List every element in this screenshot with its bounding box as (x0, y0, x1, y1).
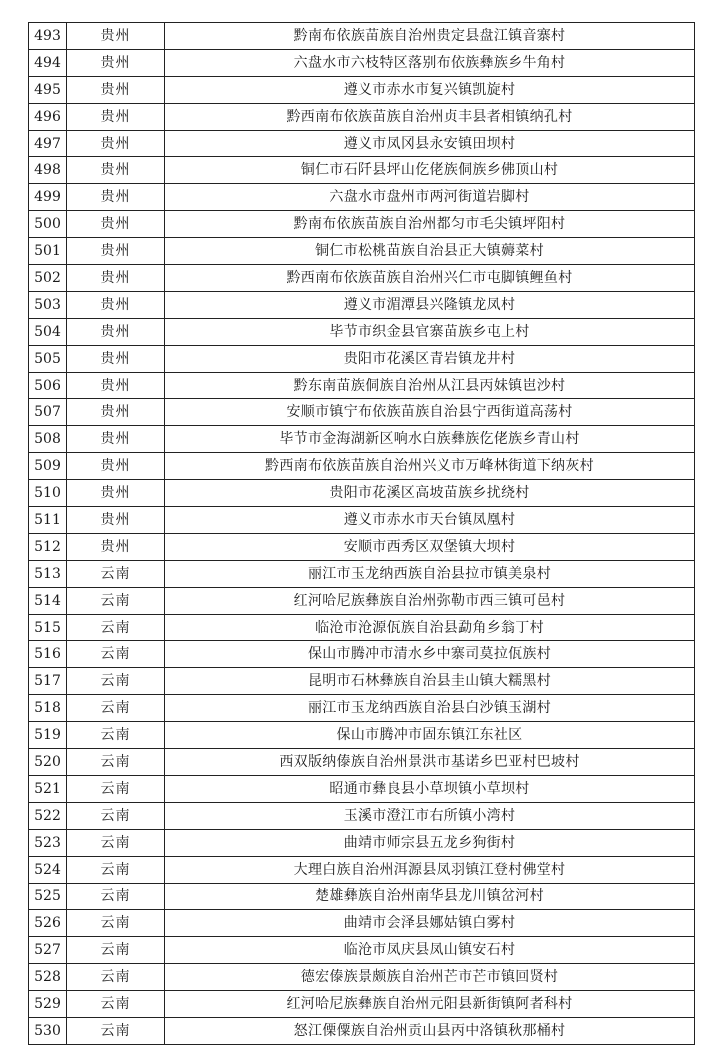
table-row (29, 507, 695, 534)
village-name-cell: 临沧市凤庆县凤山镇安石村 (165, 937, 695, 964)
village-name-cell: 安顺市西秀区双堡镇大坝村 (165, 533, 695, 560)
village-name-cell: 毕节市织金县官寨苗族乡屯上村 (165, 318, 695, 345)
table-row (29, 345, 695, 372)
village-list-body (29, 23, 695, 1045)
table-row (29, 211, 695, 238)
row-number: 493 (29, 23, 67, 50)
village-name-cell: 黔南布依族苗族自治州都匀市毛尖镇坪阳村 (165, 211, 695, 238)
table-row (29, 829, 695, 856)
province-cell: 云南 (67, 722, 165, 749)
province-cell: 贵州 (67, 238, 165, 265)
row-number: 529 (29, 991, 67, 1018)
table-row (29, 426, 695, 453)
table-row (29, 157, 695, 184)
village-name-cell: 昆明市石林彝族自治县圭山镇大糯黑村 (165, 668, 695, 695)
row-number: 513 (29, 560, 67, 587)
village-name-cell: 保山市腾冲市清水乡中寨司莫拉佤族村 (165, 641, 695, 668)
province-cell: 云南 (67, 1017, 165, 1044)
province-cell: 云南 (67, 587, 165, 614)
province-cell: 贵州 (67, 453, 165, 480)
row-number: 496 (29, 103, 67, 130)
province-cell: 贵州 (67, 480, 165, 507)
table-row (29, 533, 695, 560)
village-name-cell: 铜仁市石阡县坪山仡佬族侗族乡佛顶山村 (165, 157, 695, 184)
table-row (29, 399, 695, 426)
document-page (28, 22, 695, 1045)
village-name-cell: 西双版纳傣族自治州景洪市基诺乡巴亚村巴坡村 (165, 749, 695, 776)
village-name-cell: 保山市腾冲市固东镇江东社区 (165, 722, 695, 749)
row-number: 501 (29, 238, 67, 265)
province-cell: 云南 (67, 560, 165, 587)
table-row (29, 641, 695, 668)
village-name-cell: 曲靖市师宗县五龙乡狗街村 (165, 829, 695, 856)
row-number: 510 (29, 480, 67, 507)
province-cell: 贵州 (67, 103, 165, 130)
row-number: 519 (29, 722, 67, 749)
province-cell: 云南 (67, 641, 165, 668)
table-row (29, 291, 695, 318)
table-row (29, 964, 695, 991)
village-name-cell: 临沧市沧源佤族自治县勐角乡翁丁村 (165, 614, 695, 641)
row-number: 495 (29, 76, 67, 103)
row-number: 517 (29, 668, 67, 695)
table-row (29, 560, 695, 587)
table-row (29, 883, 695, 910)
province-cell: 贵州 (67, 533, 165, 560)
row-number: 508 (29, 426, 67, 453)
village-name-cell: 黔南布依族苗族自治州贵定县盘江镇音寨村 (165, 23, 695, 50)
table-row (29, 856, 695, 883)
row-number: 503 (29, 291, 67, 318)
row-number: 525 (29, 883, 67, 910)
table-row (29, 587, 695, 614)
village-name-cell: 昭通市彝良县小草坝镇小草坝村 (165, 775, 695, 802)
province-cell: 贵州 (67, 265, 165, 292)
village-name-cell: 玉溪市澄江市右所镇小湾村 (165, 802, 695, 829)
province-cell: 云南 (67, 749, 165, 776)
row-number: 504 (29, 318, 67, 345)
village-name-cell: 遵义市赤水市复兴镇凯旋村 (165, 76, 695, 103)
table-row (29, 318, 695, 345)
table-row (29, 23, 695, 50)
table-row (29, 668, 695, 695)
table-row (29, 614, 695, 641)
row-number: 518 (29, 695, 67, 722)
row-number: 516 (29, 641, 67, 668)
table-row (29, 480, 695, 507)
village-name-cell: 大理白族自治州洱源县凤羽镇江登村佛堂村 (165, 856, 695, 883)
table-row (29, 910, 695, 937)
village-name-cell: 丽江市玉龙纳西族自治县白沙镇玉湖村 (165, 695, 695, 722)
table-row (29, 722, 695, 749)
row-number: 497 (29, 130, 67, 157)
province-cell: 云南 (67, 937, 165, 964)
table-row (29, 49, 695, 76)
table-row (29, 1017, 695, 1044)
province-cell: 云南 (67, 614, 165, 641)
village-name-cell: 贵阳市花溪区高坡苗族乡扰绕村 (165, 480, 695, 507)
province-cell: 云南 (67, 668, 165, 695)
row-number: 515 (29, 614, 67, 641)
village-name-cell: 黔西南布依族苗族自治州兴仁市屯脚镇鲤鱼村 (165, 265, 695, 292)
village-name-cell: 楚雄彝族自治州南华县龙川镇岔河村 (165, 883, 695, 910)
province-cell: 云南 (67, 856, 165, 883)
province-cell: 贵州 (67, 372, 165, 399)
row-number: 509 (29, 453, 67, 480)
table-row (29, 130, 695, 157)
province-cell: 贵州 (67, 157, 165, 184)
table-row (29, 991, 695, 1018)
village-name-cell: 丽江市玉龙纳西族自治县拉市镇美泉村 (165, 560, 695, 587)
province-cell: 贵州 (67, 184, 165, 211)
village-name-cell: 六盘水市六枝特区落别布依族彝族乡牛角村 (165, 49, 695, 76)
row-number: 522 (29, 802, 67, 829)
village-name-cell: 曲靖市会泽县娜姑镇白雾村 (165, 910, 695, 937)
province-cell: 云南 (67, 775, 165, 802)
province-cell: 云南 (67, 802, 165, 829)
table-row (29, 749, 695, 776)
village-name-cell: 红河哈尼族彝族自治州元阳县新街镇阿者科村 (165, 991, 695, 1018)
row-number: 527 (29, 937, 67, 964)
row-number: 512 (29, 533, 67, 560)
row-number: 506 (29, 372, 67, 399)
province-cell: 贵州 (67, 507, 165, 534)
village-name-cell: 遵义市湄潭县兴隆镇龙凤村 (165, 291, 695, 318)
village-name-cell: 黔西南布依族苗族自治州贞丰县者相镇纳孔村 (165, 103, 695, 130)
row-number: 499 (29, 184, 67, 211)
row-number: 500 (29, 211, 67, 238)
row-number: 494 (29, 49, 67, 76)
province-cell: 云南 (67, 883, 165, 910)
province-cell: 云南 (67, 964, 165, 991)
table-row (29, 775, 695, 802)
row-number: 528 (29, 964, 67, 991)
table-row (29, 184, 695, 211)
province-cell: 贵州 (67, 23, 165, 50)
province-cell: 贵州 (67, 49, 165, 76)
table-row (29, 76, 695, 103)
row-number: 526 (29, 910, 67, 937)
row-number: 520 (29, 749, 67, 776)
table-row (29, 238, 695, 265)
village-name-cell: 安顺市镇宁布依族苗族自治县宁西街道高荡村 (165, 399, 695, 426)
row-number: 523 (29, 829, 67, 856)
row-number: 502 (29, 265, 67, 292)
village-name-cell: 红河哈尼族彝族自治州弥勒市西三镇可邑村 (165, 587, 695, 614)
table-row (29, 265, 695, 292)
row-number: 507 (29, 399, 67, 426)
province-cell: 贵州 (67, 291, 165, 318)
village-name-cell: 怒江傈僳族自治州贡山县丙中洛镇秋那桶村 (165, 1017, 695, 1044)
table-row (29, 695, 695, 722)
row-number: 511 (29, 507, 67, 534)
province-cell: 贵州 (67, 211, 165, 238)
province-cell: 云南 (67, 695, 165, 722)
row-number: 514 (29, 587, 67, 614)
village-name-cell: 遵义市赤水市天台镇凤凰村 (165, 507, 695, 534)
table-row (29, 802, 695, 829)
province-cell: 云南 (67, 991, 165, 1018)
row-number: 530 (29, 1017, 67, 1044)
province-cell: 贵州 (67, 426, 165, 453)
row-number: 521 (29, 775, 67, 802)
village-name-cell: 铜仁市松桃苗族自治县正大镇薅菜村 (165, 238, 695, 265)
province-cell: 贵州 (67, 130, 165, 157)
province-cell: 贵州 (67, 399, 165, 426)
row-number: 498 (29, 157, 67, 184)
village-name-cell: 毕节市金海湖新区响水白族彝族仡佬族乡青山村 (165, 426, 695, 453)
table-row (29, 103, 695, 130)
village-name-cell: 黔西南布依族苗族自治州兴义市万峰林街道下纳灰村 (165, 453, 695, 480)
table-row (29, 372, 695, 399)
province-cell: 云南 (67, 829, 165, 856)
table-row (29, 453, 695, 480)
province-cell: 云南 (67, 910, 165, 937)
province-cell: 贵州 (67, 345, 165, 372)
village-list-table (28, 22, 695, 1045)
province-cell: 贵州 (67, 76, 165, 103)
village-name-cell: 德宏傣族景颇族自治州芒市芒市镇回贤村 (165, 964, 695, 991)
village-name-cell: 遵义市凤冈县永安镇田坝村 (165, 130, 695, 157)
row-number: 505 (29, 345, 67, 372)
row-number: 524 (29, 856, 67, 883)
village-name-cell: 黔东南苗族侗族自治州从江县丙妹镇岜沙村 (165, 372, 695, 399)
table-row (29, 937, 695, 964)
village-name-cell: 贵阳市花溪区青岩镇龙井村 (165, 345, 695, 372)
province-cell: 贵州 (67, 318, 165, 345)
village-name-cell: 六盘水市盘州市两河街道岩脚村 (165, 184, 695, 211)
